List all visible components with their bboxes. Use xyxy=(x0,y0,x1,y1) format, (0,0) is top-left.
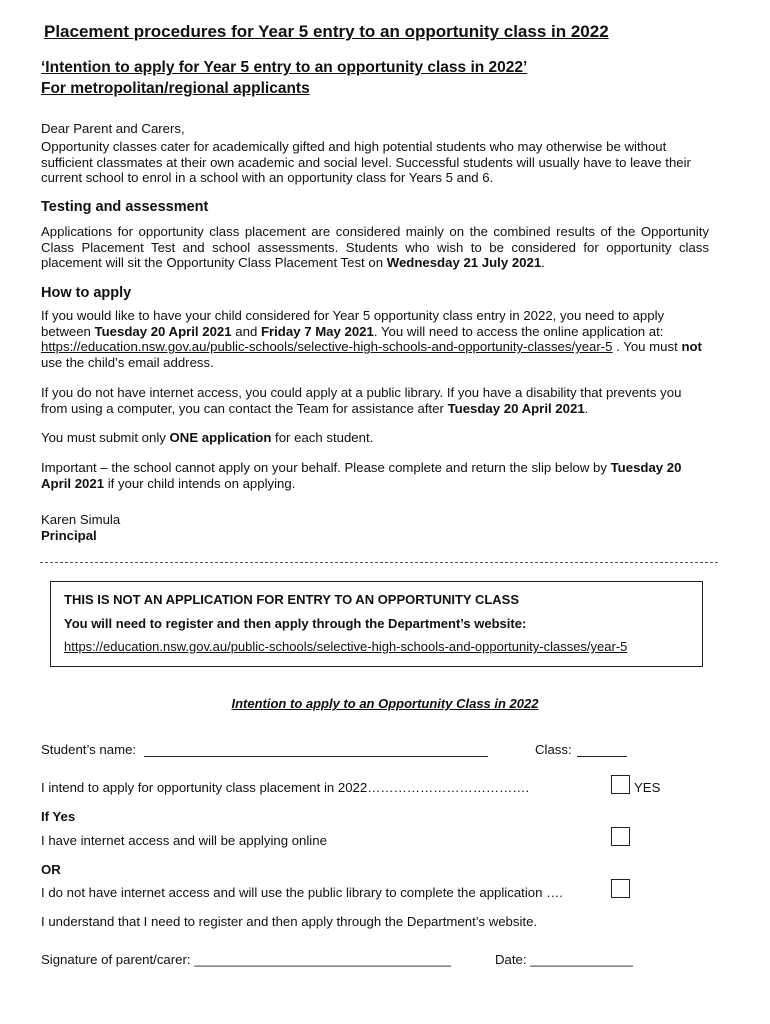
how-paragraph-2: If you do not have internet access, you could apply at a public library. If you have a disability that prevents you from using a computer, you can contact the Team for assistance after Tuesday 20 April 2021. xyxy=(41,385,682,416)
apply-start-date: Tuesday 20 April 2021 xyxy=(94,323,232,339)
apply-end-date: Friday 7 May 2021 xyxy=(260,323,374,339)
if-yes-label: If Yes xyxy=(41,809,76,824)
how-paragraph-3: You must submit only ONE application for each student. xyxy=(41,430,374,445)
test-date: Wednesday 21 July 2021 xyxy=(386,255,542,270)
subtitle-intention: ‘Intention to apply for Year 5 entry to an opportunity class in 2022’ xyxy=(41,59,528,76)
testing-paragraph: Applications for opportunity class placement are considered mainly on the combined results of the Opportunity Class Placement Test and school assessments. Students who wish to be considered for opportunity class placement will sit the Opportunity Class Placement Test on Wednesday 21 July 2021. xyxy=(41,224,709,270)
notice-box xyxy=(50,581,703,667)
form-title: Intention to apply to an Opportunity Class in 2022 xyxy=(231,696,539,711)
notice-warning: THIS IS NOT AN APPLICATION FOR ENTRY TO AN OPPORTUNITY CLASS xyxy=(64,592,520,607)
library-checkbox[interactable] xyxy=(611,879,630,898)
notice-link[interactable]: https://education.nsw.gov.au/public-schools/selective-high-schools-and-opportunity-classes/year-5 xyxy=(64,639,628,654)
signoff-name: Karen Simula xyxy=(41,512,121,527)
or-label: OR xyxy=(41,862,61,877)
how-to-apply-heading: How to apply xyxy=(41,285,132,301)
yes-checkbox[interactable] xyxy=(611,775,630,794)
student-name-field[interactable] xyxy=(144,756,488,757)
cut-line-divider xyxy=(40,562,718,563)
signoff-role: Principal xyxy=(41,528,97,543)
class-label: Class: xyxy=(535,742,572,757)
date-field[interactable]: Date: ______________ xyxy=(495,952,633,967)
online-checkbox[interactable] xyxy=(611,827,630,846)
intend-label: I intend to apply for opportunity class placement in 2022………………………………. xyxy=(41,780,530,795)
how-paragraph-4: Important – the school cannot apply on your behalf. Please complete and return the slip below by Tuesday 20 April 2021 if your child intends on applying. xyxy=(41,460,682,491)
student-name-label: Student’s name: xyxy=(41,742,137,757)
online-label: I have internet access and will be applying online xyxy=(41,833,327,848)
intro-paragraph: Opportunity classes cater for academically gifted and high potential students who may otherwise be without sufficient classmates at their own academic and social level. Successful students will usually have to leave their current school to enrol in a school with an opportunity class for Years 5 and 6. xyxy=(41,139,691,185)
yes-label: YES xyxy=(634,780,661,795)
subtitle-applicants: For metropolitan/regional applicants xyxy=(41,80,310,97)
understand-statement: I understand that I need to register and then apply through the Department’s website. xyxy=(41,914,538,929)
application-link[interactable]: https://education.nsw.gov.au/public-schools/selective-high-schools-and-opportunity-classes/year-5 xyxy=(41,339,613,354)
how-paragraph-1: If you would like to have your child considered for Year 5 opportunity class entry in 2022, you need to apply between Tuesday 20 April 2021 and Friday 7 May 2021. You will need to access the online application at: https://education.nsw.gov.au/public-schools/selective-high-schools-and-opportunity-classes/year-5 . You must not use the child’s email address. xyxy=(41,308,702,370)
testing-heading: Testing and assessment xyxy=(41,199,209,215)
library-label: I do not have internet access and will use the public library to complete the application …. xyxy=(41,885,563,900)
signature-field[interactable]: Signature of parent/carer: ___________________________________ xyxy=(41,952,451,967)
class-field[interactable] xyxy=(577,756,627,757)
notice-instruction: You will need to register and then apply through the Department’s website: xyxy=(64,616,527,631)
page-title: Placement procedures for Year 5 entry to an opportunity class in 2022 xyxy=(44,22,609,41)
greeting: Dear Parent and Carers, xyxy=(41,121,185,136)
